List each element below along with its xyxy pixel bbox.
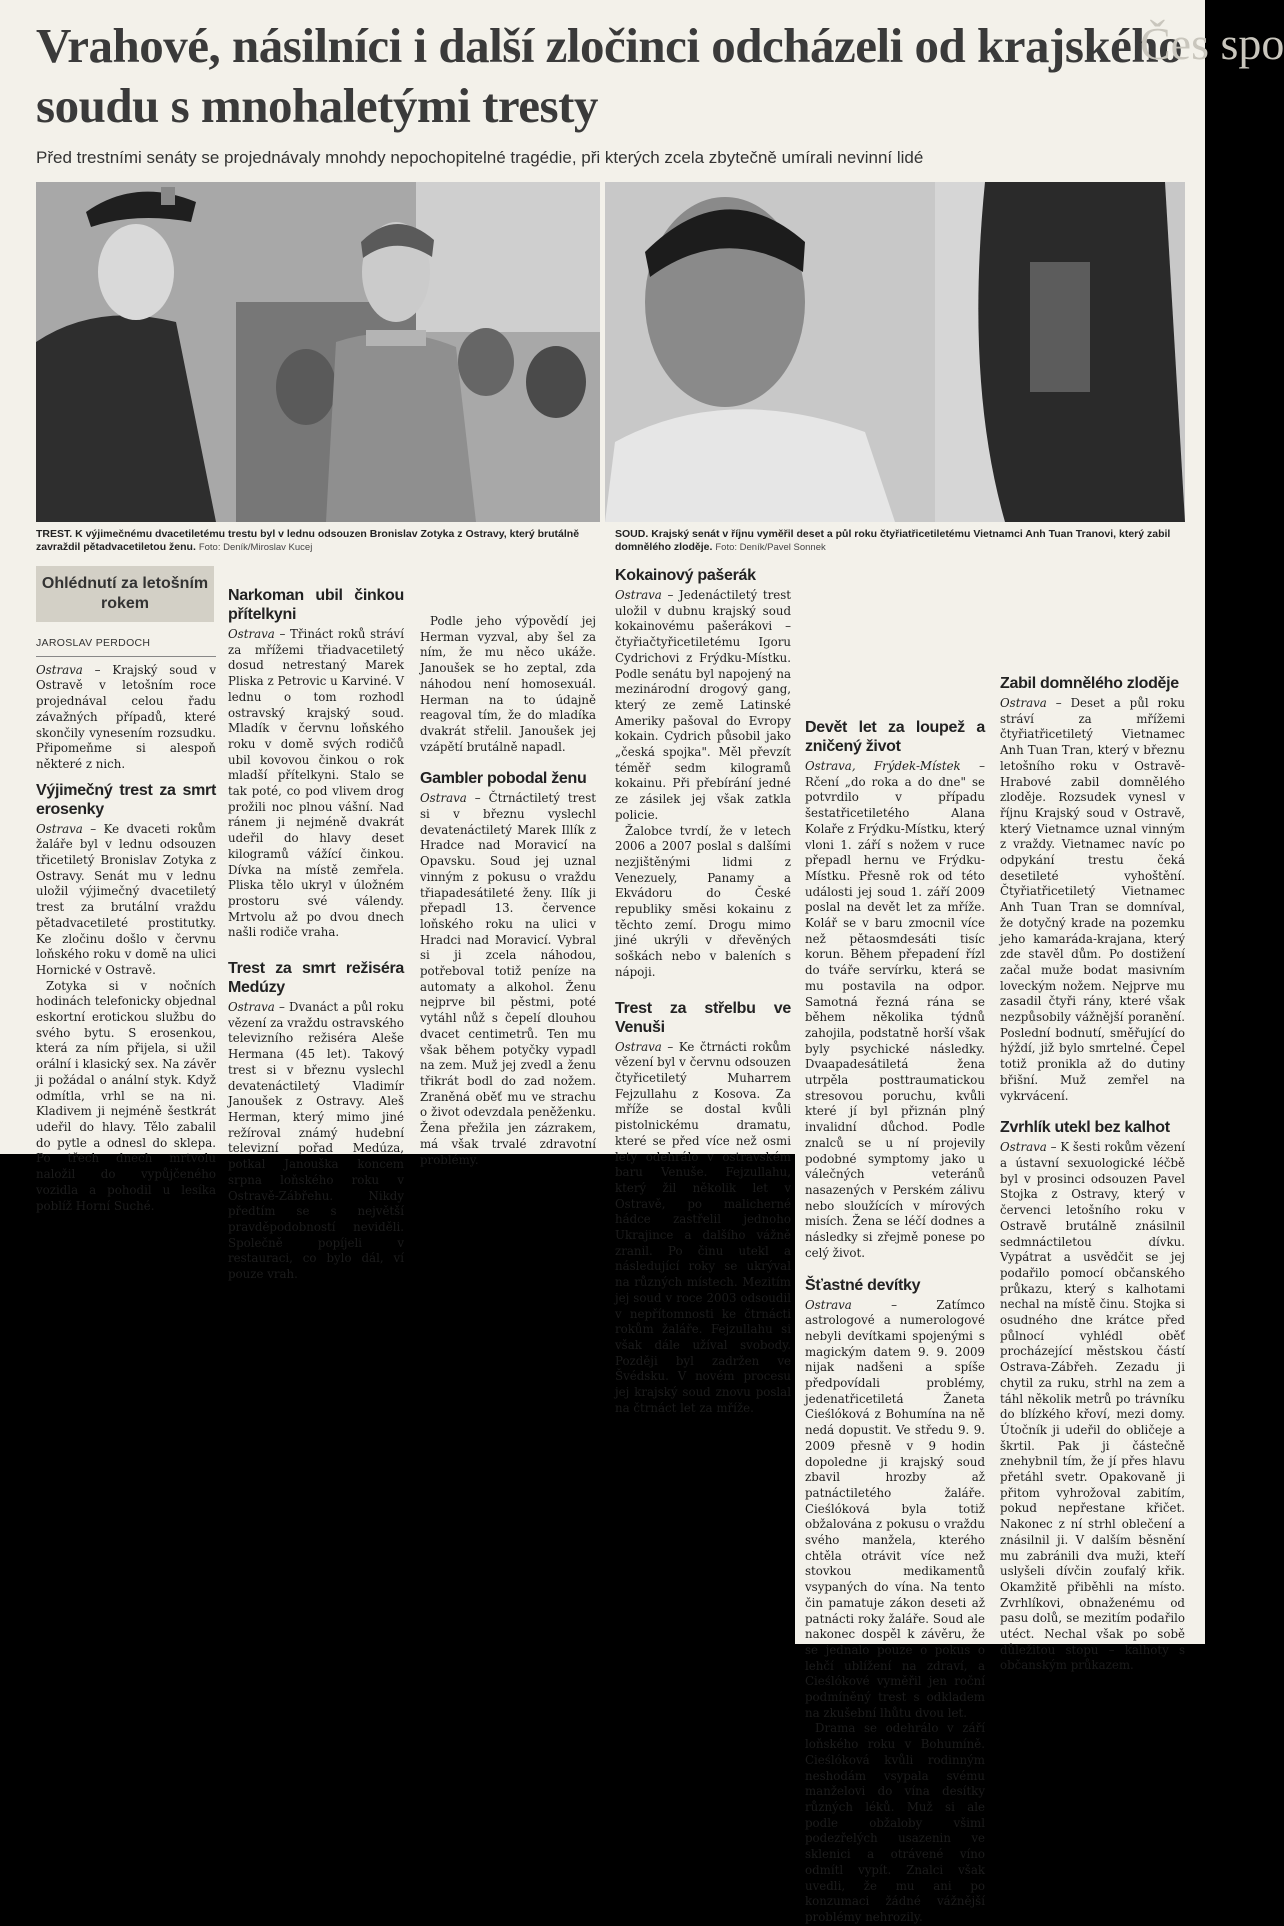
dateline: Ostrava (615, 1039, 662, 1054)
caption-text: Krajský senát v říjnu vyměřil deset a půl roku čtyřiatřicetiletému Vietnamci Anh Tuan Tranovi, který zabil domnělého zloděje. (615, 528, 1171, 553)
photo-right-illustration (605, 182, 1185, 522)
paragraph-text: – Jedenáctiletý trest uložil v dubnu krajský soud kokainovému pašerákovi – čtyřiačtyřicetiletému Igoru Cydrichovi z Frýdku-Místku. Podle senátu byl napojený na mezinárodní drogový gang, který ze země Latinské Ameriky pašoval do Evropy kokain. Cydrich působil jako „česká spojka". Měl převzít téměř sedm kilogramů kokainu. Při přebírání jedné ze zásilek jej však zatkla policie. (615, 588, 791, 822)
column-3 (420, 566, 596, 1167)
column-1 (36, 566, 216, 1213)
paragraph-text: – Dvanáct a půl roku vězení za vraždu ostravského televizního režiséra Aleše Hermana (45 let). Takový trest si v březnu vyslechl devatenáctiletý Vladimír Janoušek z Ostravy. Aleš Herman, který mimo jiné režíroval známý hudební televizní pořad Medúza, potkal Janouška koncem srpna loňského roku v Ostravě-Zábřehu. Nikdy předtím se s největší pravděpodobností neviděli. Společně popíjeli v restauraci, co bylo dál, ví pouze vrah. (228, 1000, 404, 1282)
paragraph (228, 627, 404, 941)
paragraph-text: – Deset a půl roku stráví za mřížemi čtyřiatřicetiletý Vietnamec Anh Tuan Tran, který v březnu letošního roku v Ostravě-Hrabové zabil domnělého zloděje. Rozsudek vynesl v říjnu Krajský soud v Ostravě, který Vietnamce uznal vinným z vraždy. Vietnamec navíc po odpykání trestu čeká desetileté vyhoštění. Čtyřiatřicetiletý Vietnamec Anh Tuan Tran se domníval, že dotyčný krade na pozemku jeho kamaráda-krajana, který zde stavěl dům. Po dostižení začal muže bodat masivním loveckým nožem. Nejprve mu zasadil čtyři rány, které však nezpůsobily vážnější poranění. Poslední bodnutí, směřující do hýždí, již bylo smrtelné. Čepel totiž pronikla až do dutiny břišní. Muž zemřel na vykrvácení. (1000, 696, 1185, 1103)
subhead: Zvrhlík utekl bez kalhot (1000, 1119, 1170, 1137)
dateline: Ostrava (36, 821, 83, 836)
paragraph (36, 822, 216, 979)
subhead: Trest za střelbu ve Venuši (615, 999, 791, 1036)
paragraph: Zotyka si v nočních hodinách telefonicky objednal eskortní erotickou službu do svého bytu. S erosenkou, která za ním přijela, si užil orální i klasický sex. Na závěr ji požádal o anální styk. Když odmítla, vrhl se na ni. Kladivem ji nejméně šestkrát udeřil do hlavy. Tělo zabalil do pytle a odnesl do sklepa. Po třech dnech mrtvolu naložil do vypůjčeného vozidla a pohodil u lesíka poblíž Horní Suché. (36, 978, 216, 1213)
headline: Vrahové, násilníci i další zločinci odcházeli od krajského soudu s mnohaletými tresty (36, 18, 1183, 133)
paragraph (805, 1298, 985, 1722)
dateline: Ostrava (805, 1297, 852, 1312)
paragraph (228, 1000, 404, 1283)
paragraph (420, 791, 596, 1168)
paragraph-text: – Krajský soud v Ostravě v letošním roce projednával celou řadu závažných případů, které skončily vynesením rozsudku. Připomeňme si alespoň některé z nich. (36, 662, 216, 771)
dateline: Ostrava (615, 588, 662, 602)
subhead: Trest za smrt režiséra Medúzy (228, 960, 404, 997)
photo-left-illustration (36, 182, 600, 522)
section-box-title: Ohlédnutí za letošním rokem (36, 566, 214, 622)
paragraph-text: – K šesti rokům vězení a ústavní sexuologické léčbě byl v prosinci odsouzen Pavel Stojka z Ostravy, který v červenci letošního roku v Ostravě brutálně znásilnil sedmnáctiletou dívku. Vypátrat a usvědčit se jej podařilo pomocí občanského průkazu, který s kalhotami nechal na místě činu. Stojka si osudného dne krátce před půlnocí vyhlédl oběť procházející městskou částí Ostrava-Zábřeh. Zezadu ji chytil za ruku, strhl na zem a táhl několik metrů po trávníku do blízkého křoví, mezi domy. Útočník ji udeřil do obličeje a škrtil. Pak ji částečně znehybnil tím, že jí přes hlavu přetáhl svetr. Opakovaně ji přitom vyhrožoval zabitím, pokud nepřestane křičet. Nakonec z ní strhl oblečení a znásilnil ji. V dalším běsnění mu zabránili dva muži, kteří uslyšeli dívčin zoufalý křik. Okamžitě přiběhli na místo. Zvrhlíkovi, obnaženému od pasu dolů, se mezitím podařilo utéct. Nechal však po sobě důležitou stopu – kalhoty s občanským průkazem. (1000, 1140, 1185, 1673)
dateline: Ostrava (420, 791, 467, 806)
intro-paragraph (36, 663, 216, 773)
paragraph-text: – Třináct roků stráví za mřížemi třiadvacetiletý dosud netrestaný Marek Pliska z Petrovic u Karviné. V lednu o tom rozhodl ostravský krajský soud. Mladík v červnu loňského roku v domě svých rodičů ubil kovovou činkou o rok mladší přítelkyni. Stalo se tak poté, co pod vlivem drog prožili noc plnou vášní. Nad ránem ji nejméně dvakrát udeřil do hlavy deset kilogramů vážící činkou. Dívka na místě zemřela. Pliska tělo ukryl v úložném prostoru své válendy. Mrtvolu až po dvou dnech našli rodiče vraha. (228, 627, 404, 940)
caption-lead: TREST. (36, 528, 73, 540)
subhead: Devět let za loupež a zničený život (805, 719, 985, 755)
paragraph (615, 1040, 791, 1417)
column-4 (615, 566, 791, 1415)
column-5 (805, 566, 985, 1924)
paragraph-text: – Ke čtrnácti rokům vězení byl v červnu odsouzen čtyřicetiletý Muharrem Fejzullahu z Kosova. Za mříže se dostal kvůli pistolnickému dramatu, které se před více než osmi lety odehrálo v ostravském baru Venuše. Fejzullahu, který žil několik let v Ostravě, po malicherné hádce zastřelil jednoho Ukrajince a dalšího vážně zranil. Po činu utekl a následující roky se ukrýval na různých místech. Mezitím jej soud v roce 2003 odsoudil v nepřítomnosti ke čtrnácti rokům žaláře. Fejzullahu si však dále užíval svobody. Později byl zadržen ve Švédsku. V novém procesu jej krajský soud znovu poslal na čtrnáct let za mříže. (615, 1039, 791, 1415)
subhead: Výjimečný trest za smrt erosenky (36, 781, 216, 818)
dateline: Ostrava, Frýdek-Místek (805, 759, 961, 773)
dateline: Ostrava (228, 1000, 275, 1015)
dateline: Ostrava (1000, 1140, 1047, 1155)
photo-defendant-portrait (605, 182, 1185, 522)
paragraph-text: – Zatímco astrologové a numerologové nebyli devítkami spojenými s magickým datem 9. 9. 2009 nijak nadšeni a spíše předpovídali problémy, jedenatřicetiletá Žaneta Cieślóková z Bohumína na ně nedá dopustit. Ve středu 9. 9. 2009 přesně v 9 hodin dopoledne ji krajský soud zbavil hrozby až patnáctiletého žaláře. Cieślóková byla totiž obžalována z pokusu o vraždu svého manžela, kterého chtěla otrávit více než stovkou medikamentů vsypaných do vína. Na tento čin pamatuje zákon deseti až patnácti roky žaláře. Soud ale nakonec dospěl k závěru, že se jednalo pouze o pokus o lehčí ublížení na zdraví, a Cieślókové vyměřil jen roční podmíněný trest s odkladem na zkušební lhůtu dvou let. (805, 1297, 985, 1720)
dateline: Ostrava (228, 627, 275, 641)
adjacent-article-fragment: Čes spo (1140, 18, 1284, 69)
paragraph (1000, 1140, 1185, 1674)
paragraph: Podle jeho výpovědí jej Herman vyzval, aby šel za ním, že mu něco ukáže. Janoušek se ho zeptal, zda náhodou není homosexuál. Herman na to údajně reagoval tím, že do mladíka dvakrát střelil. Janoušek jej vzápětí brutálně napadl. (420, 614, 596, 754)
deck: Před trestními senáty se projednávaly mnohdy nepochopitelné tragédie, při kterých zcela zbytečně umírali nevinní lidé (36, 148, 924, 167)
paragraph (1000, 696, 1185, 1104)
subhead: Zabil domnělého zloděje (1000, 675, 1179, 692)
column-6 (1000, 566, 1185, 1673)
photo-left-caption (36, 528, 600, 554)
column-2 (228, 566, 404, 1282)
caption-lead: SOUD. (615, 528, 649, 540)
dateline: Ostrava (36, 662, 83, 677)
photo-credit: Foto: Deník/Miroslav Kucej (198, 542, 313, 553)
subhead: Narkoman ubil činkou přítelkyni (228, 587, 404, 623)
paragraph (805, 759, 985, 1262)
dateline: Ostrava (1000, 696, 1047, 710)
photo-right-caption (615, 528, 1185, 554)
paragraph (615, 588, 791, 824)
photo-credit: Foto: Deník/Pavel Sonnek (715, 542, 826, 553)
paragraph-text: – Rčení „do roka a do dne" se potvrdilo v případu šestatřicetiletého Alana Kolaře z Frýdku-Místku, který vloni 1. září s nožem v ruce přepadl hernu ve Frýdku-Místku. Přesně rok od této události jej soud 1. září 2009 poslal na devět let za mříže. Kolář se v baru zmocnil více než pětaosmdesáti tisíc korun. Během přepadení řízl do tváře servírku, která se mu postavila na odpor. Samotná řezná rána se během několika týdnů zahojila, podstatně horší však byly psychické následky. Dvaapadesátiletá žena utrpěla posttraumatickou stresovou poruchu, kvůli které jí byl přiznán plný invalidní důchod. Podle znalců se u ní projevily podobné symptomy jako u válečných veteránů nasazených v Perském zálivu nebo sloužících v mírových misích. Žena se léčí dodnes a následky si zřejmě ponese po celý život. (805, 759, 985, 1260)
caption-text: K výjimečnému dvacetiletému trestu byl v lednu odsouzen Bronislav Zotyka z Ostravy, který brutálně zavraždil pětadvacetiletou ženu. (36, 528, 580, 553)
photo-courtroom-defendant (36, 182, 600, 522)
subhead: Šťastné devítky (805, 1276, 921, 1294)
paragraph: Žalobce tvrdí, že v letech 2006 a 2007 poslal s dalšími nezjištěnými lidmi z Venezuely, Panamy a Ekvádoru do České republiky směsi kokainu z těchto zemí. Drogu mimo jiné ukrýli v dřevěných soškách nebo v baleních s nápoji. (615, 823, 791, 979)
author-byline: JAROSLAV PERDOCH (36, 636, 216, 657)
subhead: Gambler pobodal ženu (420, 770, 587, 788)
paragraph: Drama se odehrálo v září loňského roku v Bohumíně. Cieślóková kvůli rodinným neshodám vsypala svému manželovi do vína desítky různých léků. Muž si ale podle obžaloby všiml podezřelých usazenin ve sklenici a otrávené víno odmítl vypít. Znalci však uvedli, že mu ani po konzumaci žádné vážnější problémy nehrozily. (805, 1721, 985, 1924)
subhead: Kokainový pašerák (615, 567, 756, 584)
paragraph-text: – Čtrnáctiletý trest si v březnu vyslechl devatenáctiletý Marek Illík z Hradce nad Moravicí na Opavsku. Soud jej uznal vinným z pokusu o vraždu třiapadesátileté ženy. Ilík ji přepadl 13. července loňského roku na ulici v Hradci nad Moravicí. Vybral si ji zcela náhodou, potřeboval totiž peníze na automaty a alkohol. Ženu nejprve bil pěstmi, poté vytáhl nůž s čepelí dlouhou dvacet centimetrů. Ten mu však během potyčky vypadl na zem. Muž jej zvedl a ženu třikrát bodl do zad nožem. Zraněná oběť mu ve strachu o život odevzdala peněženku. Žena přežila jen zázrakem, má však trvalé zdravotní problémy. (420, 791, 596, 1167)
paragraph-text: – Ke dvaceti rokům žaláře byl v lednu odsouzen třicetiletý Bronislav Zotyka z Ostravy. Senát mu v lednu uložil výjimečný dvacetiletý trest za brutální vraždu pětadvacetileté prostitutky. Ke zločinu došlo v červnu loňského roku v domě na ulici Hornické v Ostravě. (36, 821, 216, 977)
